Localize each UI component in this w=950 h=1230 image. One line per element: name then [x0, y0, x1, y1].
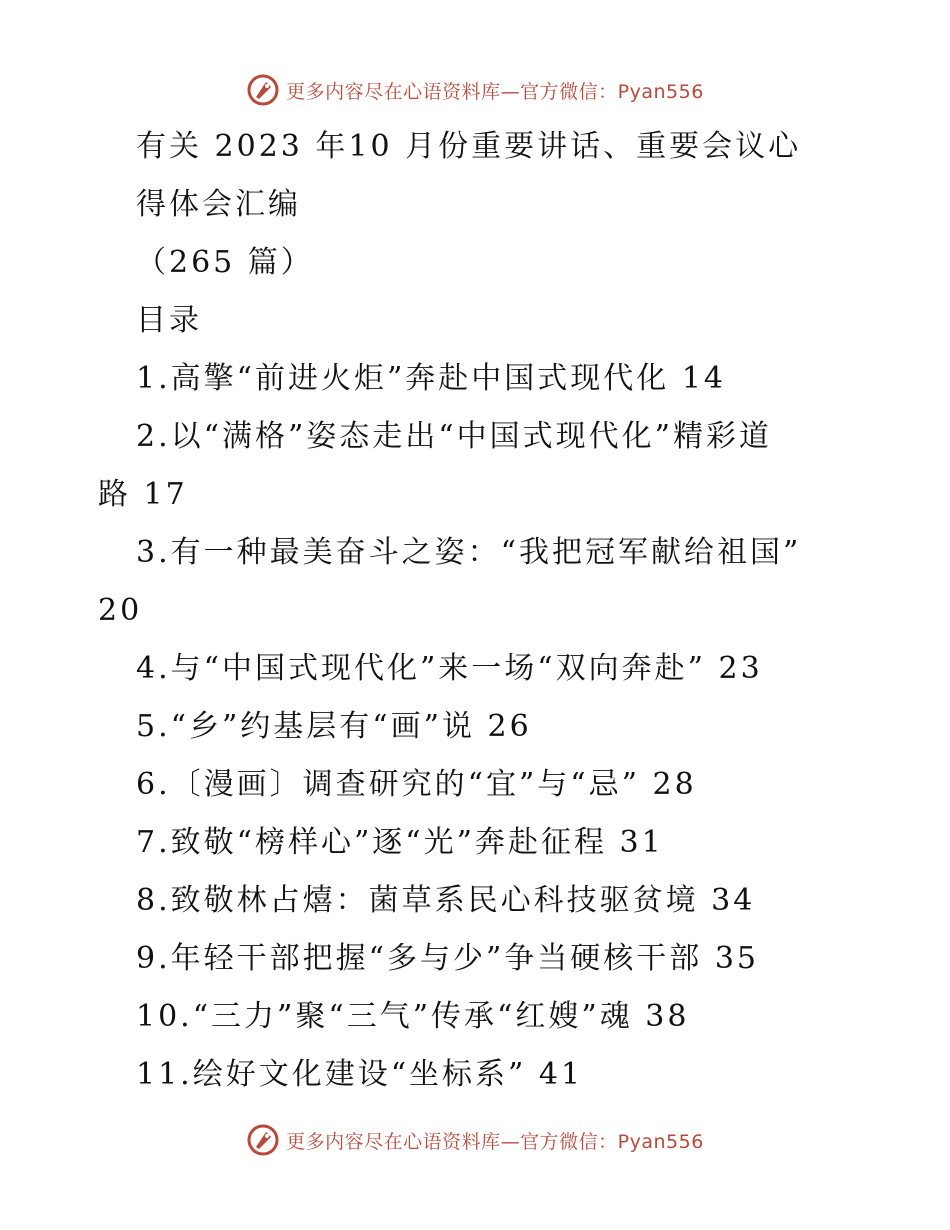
document-title-line-1: 有关 2023 年10 月份重要讲话、重要会议心 [136, 129, 802, 164]
toc-item: 2.以“满格”姿态走出“中国式现代化”精彩道 [136, 419, 772, 454]
toc-item: 3.有一种最美奋斗之姿：“我把冠军献给祖国” [136, 535, 802, 570]
toc-item: 4.与“中国式现代化”来一场“双向奔赴” 23 [136, 651, 763, 686]
watermark-banner-top [0, 70, 950, 110]
watermark-text: 更多内容尽在心语资料库—官方微信：Pyan556 [286, 80, 704, 103]
toc-item-continuation: 20 [98, 593, 143, 628]
toc-item: 11.绘好文化建设“坐标系” 41 [136, 1057, 584, 1092]
toc-item-continuation: 路 17 [98, 477, 188, 512]
pen-nib-circle-icon [246, 1123, 280, 1157]
document-count: （265 篇） [136, 245, 314, 280]
toc-item: 7.致敬“榜样心”逐“光”奔赴征程 31 [136, 825, 664, 860]
toc-item: 1.高擎“前进火炬”奔赴中国式现代化 14 [136, 361, 727, 396]
watermark-banner-bottom [0, 1120, 950, 1160]
document-title-line-2: 得体会汇编 [136, 187, 301, 222]
toc-item: 8.致敬林占熺：菌草系民心科技驱贫境 34 [136, 883, 756, 918]
toc-item: 5.“乡”约基层有“画”说 26 [136, 709, 532, 744]
toc-item: 9.年轻干部把握“多与少”争当硬核干部 35 [136, 941, 760, 976]
toc-heading: 目录 [136, 303, 202, 338]
watermark-text: 更多内容尽在心语资料库—官方微信：Pyan556 [286, 1130, 704, 1153]
pen-nib-circle-icon [246, 73, 280, 107]
toc-item: 10.“三力”聚“三气”传承“红嫂”魂 38 [136, 999, 690, 1034]
toc-item: 6.〔漫画〕调查研究的“宜”与“忌” 28 [136, 767, 697, 802]
